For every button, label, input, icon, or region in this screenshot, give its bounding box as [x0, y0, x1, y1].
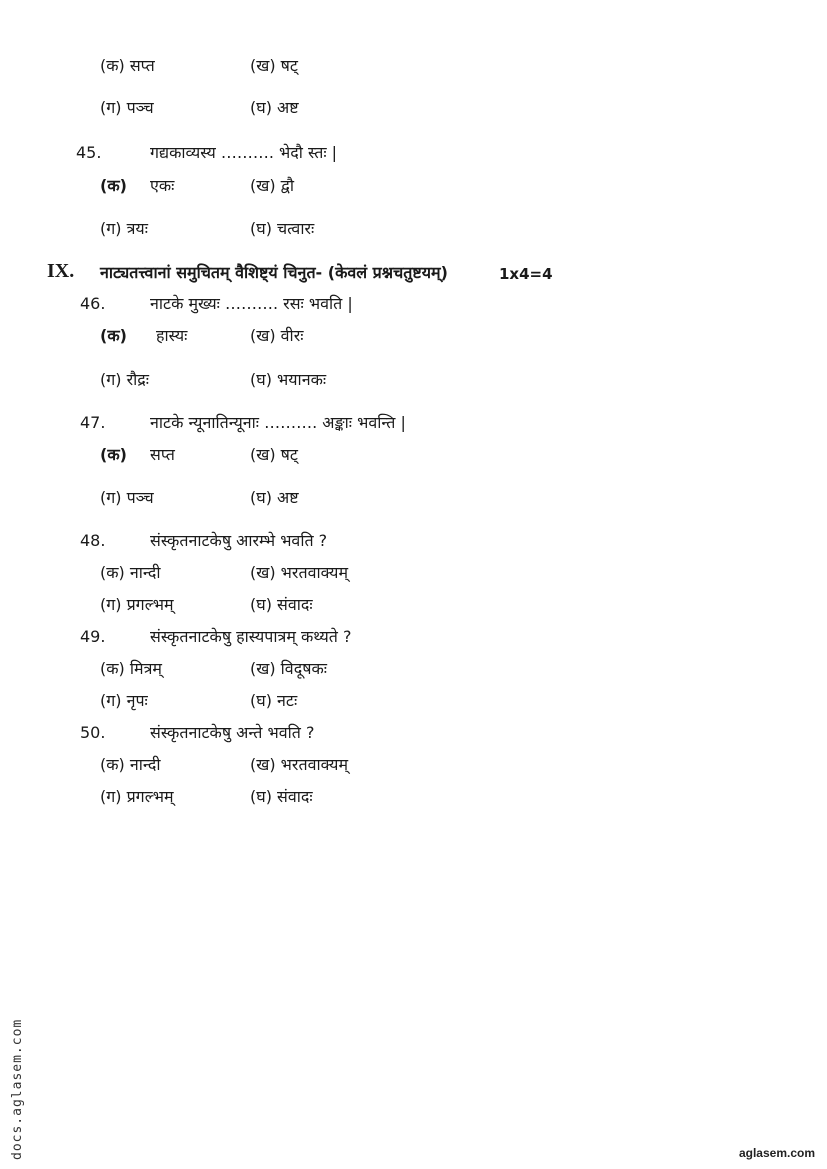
option-a: (क) सप्त [100, 56, 155, 75]
question-text: संस्कृतनाटकेषु आरम्भे भवति ? [150, 531, 328, 550]
option-c: (ग) त्रयः [100, 219, 148, 238]
question-text: नाटके मुख्यः ………. रसः भवति | [150, 294, 353, 313]
question-text: गद्यकाव्यस्य ………. भेदौ स्तः | [150, 143, 338, 162]
option-a-label: (क) [100, 445, 127, 464]
option-a-label: (क) [100, 176, 127, 195]
option-c: (ग) रौद्रः [100, 370, 149, 389]
option-b: (ख) वीरः [250, 326, 304, 345]
option-c: (ग) पञ्च [100, 98, 154, 117]
option-c: (ग) नृपः [100, 691, 148, 710]
option-a-label: (क) [100, 326, 127, 345]
option-d: (घ) अष्ट [250, 488, 299, 507]
option-d: (घ) संवादः [250, 595, 313, 614]
question-text: संस्कृतनाटकेषु हास्यपात्रम् कथ्यते ? [150, 627, 352, 646]
option-a-text: सप्त [150, 445, 175, 464]
question-number: 50. [80, 723, 106, 742]
option-b: (ख) विदूषकः [250, 659, 327, 678]
option-c: (ग) प्रगल्भम् [100, 595, 174, 614]
question-number: 47. [80, 413, 106, 432]
watermark: docs.aglasem.com [10, 1018, 25, 1160]
footer-brand: aglasem.com [738, 1146, 815, 1160]
question-number: 45. [76, 143, 102, 162]
option-d: (घ) नटः [250, 691, 298, 710]
option-d: (घ) भयानकः [250, 370, 327, 389]
option-c: (ग) पञ्च [100, 488, 154, 507]
option-a-text: एकः [150, 176, 175, 195]
option-d: (घ) अष्ट [250, 98, 299, 117]
option-b: (ख) षट् [250, 445, 298, 464]
question-number: 48. [80, 531, 106, 550]
option-d: (घ) संवादः [250, 787, 313, 806]
section-title: नाट्यतत्त्वानां समुचितम् वैशिष्ट्यं चिनुत- (केवलं प्रश्नचतुष्टयम्) [100, 263, 448, 282]
section-number: IX. [47, 260, 75, 282]
question-text: नाटके न्यूनातिन्यूनाः ………. अङ्काः भवन्ति | [150, 413, 406, 432]
option-b: (ख) षट् [250, 56, 298, 75]
section-marks: 1x4=4 [499, 265, 553, 283]
option-a-text: हास्यः [156, 326, 188, 345]
question-number: 49. [80, 627, 106, 646]
option-a: (क) नान्दी [100, 755, 161, 774]
option-a: (क) मित्रम् [100, 659, 162, 678]
option-d: (घ) चत्वारः [250, 219, 315, 238]
option-c: (ग) प्रगल्भम् [100, 787, 174, 806]
option-b: (ख) भरतवाक्यम् [250, 755, 349, 774]
option-a: (क) नान्दी [100, 563, 161, 582]
option-b: (ख) द्वौ [250, 176, 295, 195]
question-text: संस्कृतनाटकेषु अन्ते भवति ? [150, 723, 315, 742]
question-number: 46. [80, 294, 106, 313]
option-b: (ख) भरतवाक्यम् [250, 563, 349, 582]
